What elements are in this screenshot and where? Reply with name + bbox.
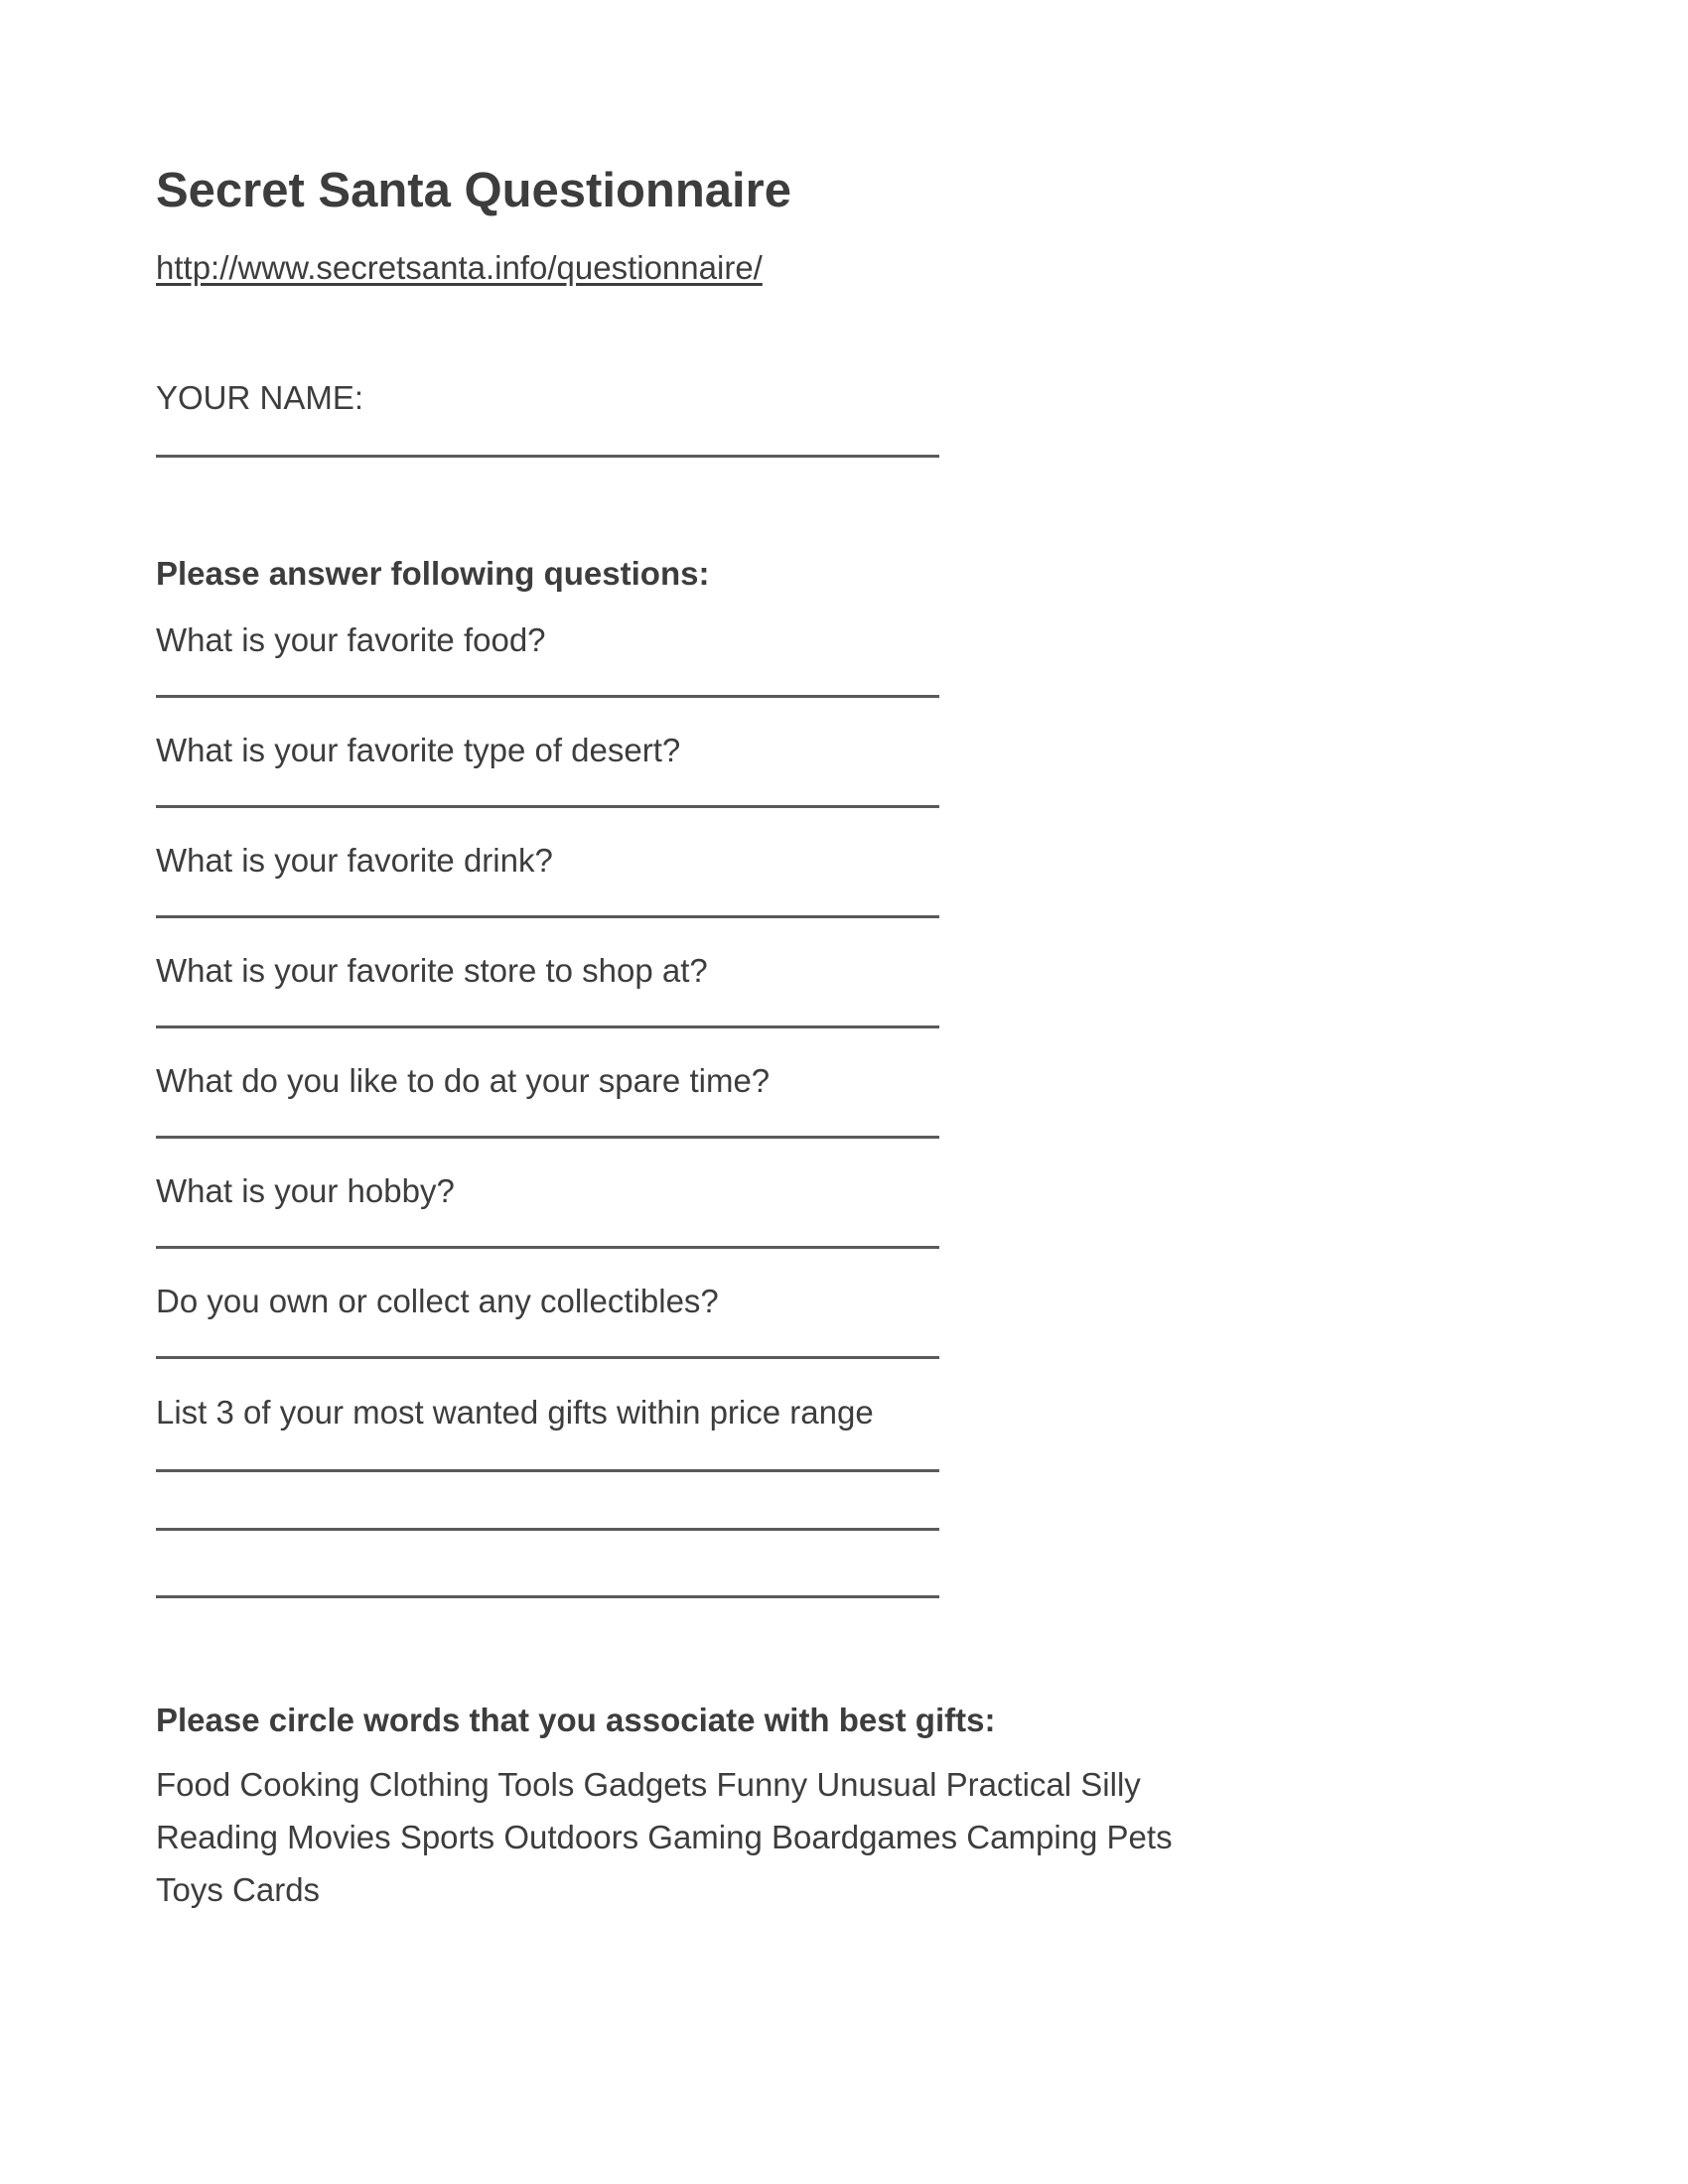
answer-line-favorite-food[interactable] xyxy=(156,695,939,698)
answer-line-gift-3[interactable] xyxy=(156,1595,939,1598)
gift-word-tools[interactable]: Tools xyxy=(497,1766,575,1803)
gift-word-practical[interactable]: Practical xyxy=(945,1766,1072,1803)
question-hobby: What is your hobby? xyxy=(156,1172,455,1209)
answer-line-gift-2[interactable] xyxy=(156,1528,939,1531)
gift-word-toys[interactable]: Toys xyxy=(156,1871,223,1908)
question-wanted-gifts: List 3 of your most wanted gifts within price range xyxy=(156,1394,874,1431)
answer-line-collectibles[interactable] xyxy=(156,1356,939,1359)
answer-line-spare-time[interactable] xyxy=(156,1136,939,1139)
gift-word-reading[interactable]: Reading xyxy=(156,1819,278,1855)
question-favorite-store: What is your favorite store to shop at? xyxy=(156,952,708,989)
gift-words-line-2 xyxy=(156,1811,1173,1863)
gift-word-cards[interactable]: Cards xyxy=(232,1871,321,1908)
gifts-heading: Please circle words that you associate with best gifts: xyxy=(156,1702,996,1738)
gift-word-sports[interactable]: Sports xyxy=(399,1819,495,1855)
gift-words-line-3 xyxy=(156,1863,1173,1916)
gift-word-pets[interactable]: Pets xyxy=(1106,1819,1173,1855)
gift-word-food[interactable]: Food xyxy=(156,1766,231,1803)
answer-line-favorite-store[interactable] xyxy=(156,1025,939,1028)
answer-line-favorite-desert[interactable] xyxy=(156,805,939,808)
gift-word-silly[interactable]: Silly xyxy=(1080,1766,1141,1803)
answer-line-hobby[interactable] xyxy=(156,1246,939,1249)
answer-line-gift-1[interactable] xyxy=(156,1469,939,1472)
gift-word-cooking[interactable]: Cooking xyxy=(239,1766,360,1803)
gift-word-gaming[interactable]: Gaming xyxy=(647,1819,763,1855)
page-title: Secret Santa Questionnaire xyxy=(156,164,791,217)
your-name-answer-line[interactable] xyxy=(156,455,939,458)
question-spare-time: What do you like to do at your spare time? xyxy=(156,1062,771,1099)
gift-word-gadgets[interactable]: Gadgets xyxy=(583,1766,708,1803)
gift-word-clothing[interactable]: Clothing xyxy=(368,1766,490,1803)
gift-word-funny[interactable]: Funny xyxy=(716,1766,808,1803)
gift-word-boardgames[interactable]: Boardgames xyxy=(772,1819,958,1855)
gift-word-unusual[interactable]: Unusual xyxy=(816,1766,937,1803)
gift-word-outdoors[interactable]: Outdoors xyxy=(503,1819,639,1855)
your-name-label: YOUR NAME: xyxy=(156,379,364,416)
question-favorite-drink: What is your favorite drink? xyxy=(156,842,553,879)
answer-line-favorite-drink[interactable] xyxy=(156,915,939,918)
gift-words xyxy=(156,1758,1173,1916)
question-favorite-desert: What is your favorite type of desert? xyxy=(156,732,681,768)
questionnaire-link[interactable]: http://www.secretsanta.info/questionnaire/ xyxy=(156,249,763,286)
gift-word-camping[interactable]: Camping xyxy=(966,1819,1098,1855)
questions-heading: Please answer following questions: xyxy=(156,555,710,592)
gift-words-line-1 xyxy=(156,1758,1173,1811)
question-favorite-food: What is your favorite food? xyxy=(156,621,546,658)
gift-word-movies[interactable]: Movies xyxy=(287,1819,391,1855)
question-collectibles: Do you own or collect any collectibles? xyxy=(156,1283,719,1319)
